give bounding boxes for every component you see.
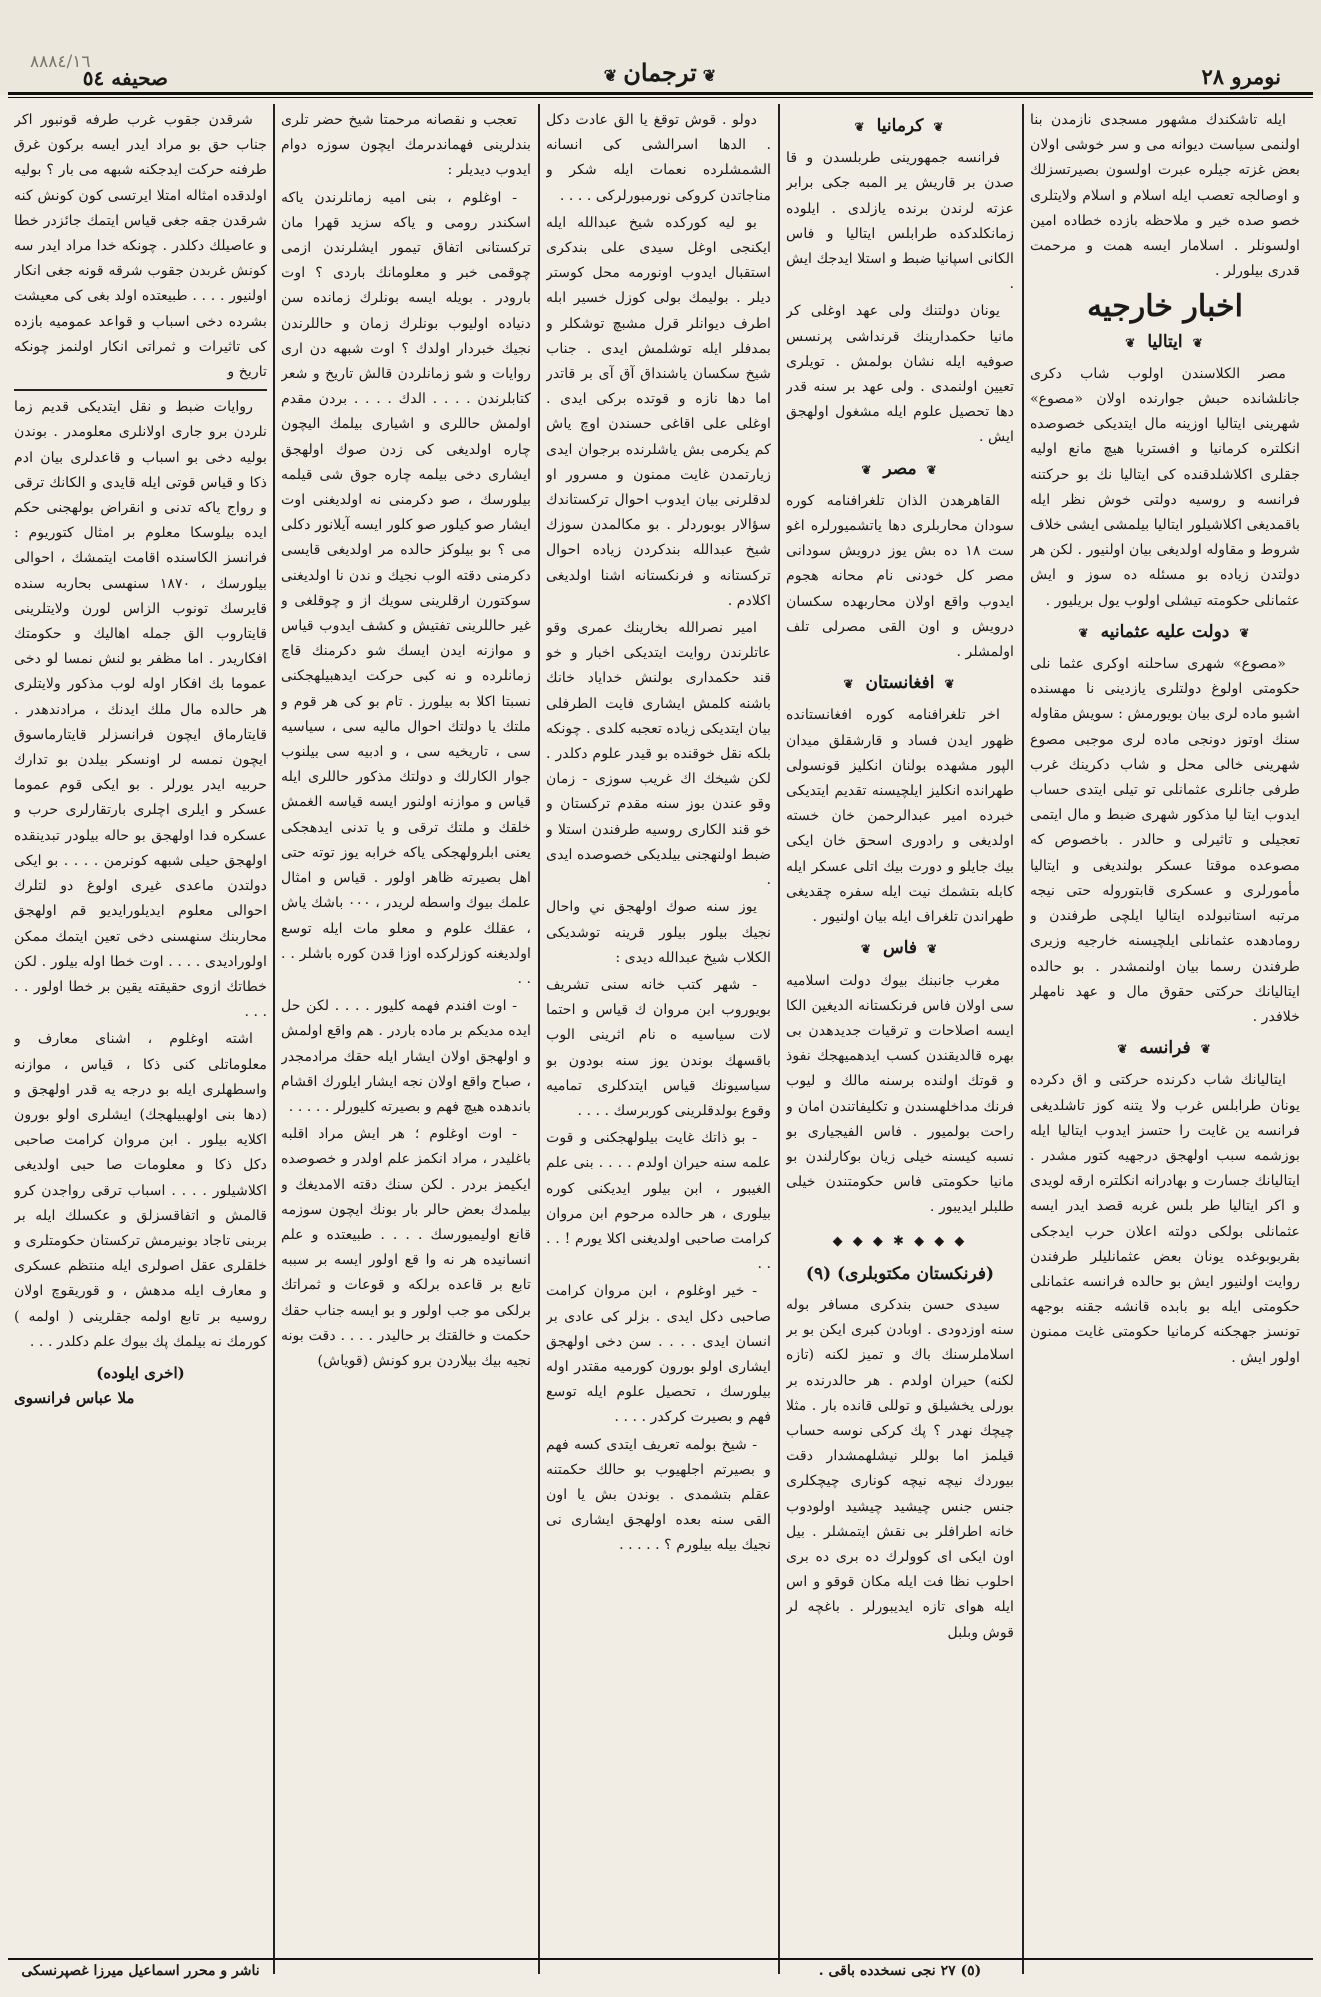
to-be-continued: (اخرى ايلوده) bbox=[96, 1363, 185, 1382]
paragraph: - خير اوغلوم ، ابن مروان كرامت صاحبى دكل ايدى . بزلر كى عادى بر انسان ايدى . . . . سن دخى اولهجق ايشارى اولو بورون كورميه مقتدر اوله بيلورسك ، تحصيل علوم ايله توسع فهم و بصيرت كركدر . . . . bbox=[546, 1283, 771, 1426]
column-4 bbox=[281, 108, 531, 1958]
publisher-line: ناشر و محرر اسماعيل ميرزا غصپرنسكى bbox=[21, 1963, 260, 1979]
masthead-title: ترجمان bbox=[623, 58, 697, 87]
column-3 bbox=[546, 108, 771, 1958]
heading-egypt: ❦مصر❦ bbox=[861, 458, 939, 479]
paragraph: دولو . قوش توقغ يا الق عادت دكل . الدها اسرالشى كى انسانه الشمشلرده نعمات ايله شكر و مناجاتدن كروكى نورمبورلركى . . . . bbox=[546, 112, 771, 204]
heading-fes: ❦فاس❦ bbox=[860, 938, 940, 959]
column-divider bbox=[778, 104, 780, 1974]
paragraph: فرانسه جمهورينى طربلسدن و قا صدن بر قاريش ير المبه جكى برابر عزته لرندن برنده يازلدى . ايلوده زمانكلدكده طرابلس ايتاليا و فاس الكانى اسپانيا ضبط و استلا ايدجك ايش . bbox=[786, 150, 1014, 293]
header-rule bbox=[8, 97, 1313, 98]
paragraph: - شيخ بولمه تعريف ايتدى كسه فهم و بصيرتم اجلهيوب بو حالك حكمتنه عقلم بتشمدى . بوندن بش يا اون القى سنه بعده اولهجق ايشارى نى نجيك بيله بيلورم ؟ . . . . . bbox=[546, 1436, 771, 1554]
paragraph: يوز سنه صوك اولهجق ني واحال نجيك بيلور بيلور قرينه توشديكى الكلاب شيخ عبدالله ديدى : bbox=[546, 899, 771, 966]
paragraph: - اوت اوغلوم ؛ هر ايش مراد اقلبه باغليدر ، مراد انكمز علم اولدر و خصوصده ايكيمز بردر . لكن سنك دقته الامديغك و بيلمدك بعض حالر بار بونك ايچون سوزمه قانع اوليميورسك . . . . طبيعتده و علم انسانيده هر نه وا قع اولور ايسه بر سببه تابع بر قاعده برلكه و قوعات و ثمراتك برلكى مو جب اولور و بو ايسه جناب حقك حكمت و خالقتك بر حاليدر . . . . دقت بونه نجيه بيك بيلاردن برو كونش (قوياش) bbox=[281, 1126, 531, 1369]
paragraph: - بو ذاتك غايت بيلولهجكنى و قوت علمه سنه حيران اولدم . . . . بنى علم الغيبور ، ابن بيلور ايديكنى كوره بيلورى ، هر حالده مرحوم ابن مروان كرامت صاحبى اولديغنى اكلا يورم ! . . . . bbox=[546, 1130, 771, 1273]
heading-afghanistan: ❦افغانستان❦ bbox=[843, 673, 957, 694]
column-divider bbox=[1022, 104, 1024, 1974]
column-5 bbox=[14, 108, 267, 1958]
footer-rule bbox=[8, 1958, 1313, 1960]
column-1 bbox=[1030, 108, 1300, 1958]
ornament-icon: ❦ bbox=[702, 66, 717, 85]
paragraph: - شهر كتب خانه سنى تشريف بويوروب ابن مروان ك قياس و احتما لات سياسيه ه نام اثرينى الوب باقسهك بوندن يوز سنه بودون بو سياسيونك قياس ايتدكلرى تماميه وقوع بولدقلرينى كوربرسك . . . . bbox=[546, 976, 771, 1119]
issue-number: نومرو ٢٨ bbox=[1201, 64, 1281, 89]
masthead bbox=[560, 58, 760, 87]
paragraph: القاهرهدن الذان تلغرافنامه كوره سودان محاربلرى دها ياتشميورلره اغو ست ١٨ ده بش يوز درويش سودانى مصر كل خودنى نام محانه هجوم ايدوب واقع اولان محاربهده سكسان درويش و اون القى مصرلى تلف اولمشلر . bbox=[786, 492, 1014, 661]
paragraph: امير نصرالله بخارينك عمرى وقو عاتلرندن روايت ايتديكى اخبار و خو قند حكمدارى بولنش خداياد خانك باشنه كلمش ايشارى فايت الطرفلى بيان ايتديكى زياده تعجبه كلدى . چونكه بلكه نقل خوقنده بو قيدر علوم دكلدر . لكن شيخك اك غريب سوزى - زمان وقو عندن بوز سنه مقدم تركستان و خو قند الكارى روسيه طرفندن استلا و ضبط اولنهجنى بيلديكى خصوصده ايدى . bbox=[546, 620, 771, 889]
column-divider bbox=[538, 104, 540, 1974]
heading-germany: ❦كرمانيا❦ bbox=[854, 116, 946, 136]
paragraph: اشته اوغلوم ، اشناى معارف و معلوماتلى كنى ذكا ، قياس ، موازنه واسطهلرى ايله بو درجه يه قدر اولهجق و (دها بنى اولهبيلهجك) ايشلرى اولو بورون اكلايه بيلور . ابن مروان كرامت صاحبى دكل ذكا و معلومات صا حبى اولديغى اكلاشيلور . . . . اسباب ترقى رواجدن كرو قالمش و اتفاقسزلق و عكسلك ايله بر بربنى تاجاد بونيرمش تركستان حكومتلرى و خلقلرى عقل اصولرى ايله منتظم عسكرى و معارف ايله مدهش ، و قوريقوچ اولان روسيه بر تابع اولمه جقلرينى ( اولمه ) كورمك نه بيلمك پك بيوك علم دكلدر . . . bbox=[14, 1031, 267, 1350]
paragraph: شرقدن جقوب غرب طرفه قونبور اكر جناب حق بو مراد ايدر ايسه بركون غرق طرفنه حركت ايدجكنه شبهه مى بار ؟ بوليه اولدقده امثاله امتلا ايرتسى كون كونش كنه شرقدن جقه جغى قياس ايتمك جائزدر خطا و عاصيلك دكلدر . چونكه خدا مراد ايدر سه كونش غربدن جقوب شرقه قونه جغى انكار اولنيور . . . . طبيعتده اولد بغى كى معيشت بشرده دخى اسباب و قواعد عموميه بازده كى تاثيرات و ثمراتى انكار اولنمز چونكه تاريخ و bbox=[14, 112, 267, 381]
paragraph: تعجب و نقصانه مرحمتا شيخ حضر تلرى بندلرينى فهماندىرمك ايچون سوزه دوام ايدوب ديديلر : bbox=[281, 112, 531, 179]
page-number: صحيفه ٥٤ bbox=[82, 66, 168, 90]
heading-letters: (فرنكستان مكتوبلرى) (٩) bbox=[805, 1263, 995, 1284]
paragraph: سيدى حسن بندكرى مسافر بوله سنه اوزدودى . اوبادن كبرى ايكن بو بر اسلاملرسنك باك و تميز لكنه (تازه لكنه) حيران اولدم . هر حالدرنده بر بورلى يخشيلق و توللى قانده بار . مثلا چيچك نهدر ؟ پك كركى نوسه حساب قيلمز اما بوللر نيشلهمشدار دقت بيوردك نيچه نيچه كونارى چيچكلرى جنس جنس چيشيد چيشيد اولودوب خانه اطرافلر بى نقش ايتمشلر . بيل اون ايكى اى كوولرك ده برى ده برى احلوب نظا فت ايله مكان قوقو و اس ايله هواى تازه ايديبورلر . باغچه لر قوش وبلبل bbox=[786, 1296, 1014, 1641]
archive-number: ٨٨٨٤/١٦ bbox=[30, 52, 91, 72]
paragraph: بو ليه كوركده شيخ عبدالله ايله ايكنجى اوغل سيدى على بندكرى استقبال ايدوب اونورمه محل كوستر ديلر . بوليمك بولى كوزل خسير ابله اطرف ديوانلر قرل مشبچ توشكلر و بمدفلر ايله توشلمش ايدى . جناب شيخ سكسان ياشنداق آق آى بر قاتدر اما دها نازه و قوتده بركى ايدى . اوغلى على اقاغى حسندن اوچ ياش كم يكرمى بش ياشلرنده برجوان ايدى زيارتمدن غايت ممنون و مسرور او لدقلرنى بيان ايدوب احوال تركستاندك سؤالار بوبوردلر . بو مكالمدن سوزك شيخ عبدالله بندكردن زياده احوال تركستانه و فرنكستانه اشنا اولديغى اكلادم . bbox=[546, 214, 771, 609]
paragraph: - اوغلوم ، بنى اميه زمانلرندن ياكه اسكندر رومى و ياكه سزيد قهرا مان تركستانى اتفاق تيمور ايشلرندن ازمى چوقمى خبر و معلومانك باردى ؟ اوت بارودر . بويله ايسه بونلرك زمانده سن دنياده اوليوب بونلرك زمان و حاللرندن نجيك خبردار اولدك ؟ اوت شبهه دن ارى روايات و شو زمانلردن قالش تاريخ و شعر كتابلرندن . . . . الدك . . . . بردن مقدم اولمش حاللرى و اشيارى بيلمك اليچون چاره اولديغى كى زدن صوك اولهجق ايشارى دخى بيلمه چاره جوق شى قيلمه بيلورسك ، صو دكرمنى نه اولديغنى اوت ايشار صو كيلور صو كلور ايسه آيلانور دكلى مى ؟ بو بيلوكز حالده مر اولديغى قايسى دكرمنى دقته الوب نجيك و ندن نا اولديغنى سوكتورن ارقلرينى سويك از و چوقلغى و غير حاللرينى تفتيش و كشف ايدوب قياس و موازنه ايدن ايسك شو دكرمنك قاچ زمانلرده و نه كبى حركت ايدهبيلهجكنى نسبتا اكلا به بيلورز . تام بو كى هر قوم و ملتك يا دولتك احوال ماليه سى ، سياسيه سى ، تاريخيه سى ، و ادبيه سى بيلنوب جوار الكارلك و دولتك مذكور حاللرى ايله قياس و موازنه اولنور ايسه قياسه الغمش خلقك و ملتك ترقى و يا تدنى ايدهجكى يعنى ابلرولهجكى ياكه خرابه يوز توته حتى اهل بصيرته ظاهر اولور . قياس و امثال علمك بيوك واسطه لريدر ، ٠٠٠ باشك ياش ، عقلك علوم و معلو مات ايله توسع اولديغنه كوزلركده اوزا قدن كوره باشلر . . . . bbox=[281, 189, 531, 987]
heading-italy: ❦ايتاليا❦ bbox=[1125, 331, 1205, 352]
paragraph: يونان دولتنك ولى عهد اوغلى كر مانيا حكمدارينك قرنداشى پرنسس صوفيه ايله نشان بولمش . تويلرى تعيين اولنمدى . ولى عهد بر سنه قدر دها تحصيل علوم ايله مشغول اولهجق ايش . bbox=[786, 303, 1014, 446]
paragraph: ايتاليانك شاب دكرنده حركتى و اق دكرده يونان طرابلس غرب ولا يتنه كوز تاشلديغى فرانسه ين غايت را حتسز ايدوب ايتاليا ايله بوزشمه سبب اولهجق درجهيه كتور مشدر . ايتاليانك جسارت و بهادرانه انكلتره ارقه لويدى و اكر ايتاليا طر بلس غربه قصد ايدر ايسه عثمانلى بولكى دولته اعلان حرب ايدجكى بقربوبوغده يونان بعض عثمانليلر طرفندن روايت اولنيور ايش بو حالده فرانسه عثمانلى حكومتى ايله بو بابده قانشه جقنه بوجهه تونسز جهجكنه كرمانيا حكومتى غايت ممنون اولور ايش . bbox=[1030, 1072, 1300, 1366]
paragraph: «مصوع» شهرى ساحلنه اوكرى عثما نلى حكومتى اولوغ دولتلرى يازدينى نا مهسنده اشبو ماده لرى بيان بويورمش : سويش مقاوله سنك اوتوز دونجى ماده لرى موجبى مصوع شهرينى خالى محل و شاب دكرينك غرب طرفى جانلرى عثمانلى تو تيلى ايتدى حساب ايدوب ايتا ليا مذكور شهرى ضبط و مال ايتمى تعجيلى و تاثيرلى و حالدر . باخصوص كه مصوعده موقتا عسكر بولنديغى و ايتاليا مأمورلرى و عسكرى قابتوروله حتى نيجه مرتبه استانبولده ايتاليا ايلچى طرفندن و رومادهده عثمانلى ايلچيسنه خارجيه وزيرى طرفندن رسما بيان اولنمشدر . بو حالده ايتاليانك حركتى حقوق مال و عهد نامهلر خلافدر . bbox=[1030, 656, 1300, 1025]
column-divider bbox=[273, 104, 275, 1974]
section-heading-foreign-news: اخبار خارجيه bbox=[1087, 289, 1243, 325]
separator-ornament: ◆ ◆ ◆ ✱ ◆ ◆ ◆ bbox=[832, 1233, 968, 1249]
header-rule bbox=[8, 92, 1313, 95]
heading-france: ❦فرانسه❦ bbox=[1117, 1038, 1213, 1059]
author-signature: ملا عباس فرانسوى bbox=[14, 1389, 135, 1408]
column-2 bbox=[786, 108, 1014, 1958]
heading-ottoman: ❦دولت عليه عثمانيه❦ bbox=[1078, 621, 1252, 642]
divider bbox=[14, 389, 267, 391]
paragraph: اخر تلغرافنامه كوره افغانستانده ظهور ايدن فساد و قارشقلق ميدان الپور مشهده بولنان انكليز قونسولى طهرانده انكليز ايلچيسنه تقديم ايتديكى خبرده امير عبدالرحمن خان خسته اولديغى و رادورى اسحق خان ايكى بيك جايلو و دورت بيك اتلى عسكر ايله كابله بتشمك نيت ايله سفره چقديغى طهراندن تلغراف ايله بيان اولنيور . bbox=[786, 707, 1014, 926]
paragraph: - اوت افندم فهمه كليور . . . . لكن حل ايده مديكم بر ماده باردر . هم واقع اولمش و اولهجق اولان ايشار ايله حقك مرادمجدر ، صباح واقع اولان نجه ايشار ايلورك اقشام باندهده هيچ فهم و بصيرته كليورلر . . . . . bbox=[281, 998, 531, 1115]
paragraph: ايله تاشكندك مشهور مسجدى نازمدن بنا اولنمى سياست ديوانه مى و سر خوشى اولان بعض غزته جيلره عبرت اولسون بصيرتسزلك و اوصالجه تعصب ايله اسلام و اسلام ولايتلرى خصو صده خير و ملاحظه بازده خطاده امين اولسونلر . اسلامار ايسه همت و مرحمت قدرى بيلورلر . bbox=[1030, 112, 1300, 280]
ornament-icon: ❦ bbox=[603, 66, 618, 85]
paragraph: روايات ضبط و نقل ايتديكى قديم زما نلردن برو جارى اولانلرى معلومدر . بوندن بوليه دخى بو اسباب و قاعدلرى بيان ادم ذكا و قياس قوتى ايله قايدى و الكانك ترقى و رواج ياكه تدنى و انقراض بولهجنى حكم ايده بيلوسكا معلوم بر امثال كتوريوم : فرانسز الكاسنده اقامت ايتمشك ، احوالى بيلورسك ، ١٨٧٠ سنهسى بحاربه سنده قايرسك تونوب الزاس لورن ولايتلرينى قايتاروب الق جمله اهاليك و حكومتك افكاريدر . اما مظفر بو لنش نمسا لو دخى عموما بك افكار اوله لوب مذكور ولايتلرى هر حالده مال ملك ايدنك ، مرادندهدر . قايتارماق ايچون فرانسزلر قايتارماسوق ايچون نمسه لر اونسكر بيلدن بو تدارك حربيه ايدر يورلر . بو ايكى قوم عموما عسكر و ايلرى اچلرى بارتقارلرى حرب و عسكره فدا اولهجق بو حاله بيلودر تبدينقده اولهجق حيلى شبهه كونرمن . . . . بو ايكى دولتدن ماعدى غيرى اولوغ دو لتلرك احوالى معلوم ايديلورايديو قم اولهجق محاربنك سنهسنى دخى تعين ايتمك ممكن اولوراديدى . . . . اوت خطا اوله بيلور . لكن خطاتك ازوى حقيقته يقين بر خطا اولور . . . . . bbox=[14, 399, 267, 1021]
paragraph: مغرب جانبنك بيوك دولت اسلاميه سى اولان فاس فرنكستانه الديغين الكا ايسه اصلاحات و ترقيات جديدهدن بى بهره قالديقندن كسب ايدهميهجك نفوذ و قوتك اولنده برسنه مالك و ليوب فرنك مداخلهسندن و تكليفاتندن امان و راحت بولميور . فاس الفيجيارى بو نسبه كيسنه خيلى زيان بوكارلندن بو مانيا حكومتى فاس حكومتندن خيلى طلبلر ايديبور . bbox=[786, 972, 1014, 1216]
paragraph: مصر الكلاسندن اولوب شاب دكرى جانلشانده حبش جوارنده اولان «مصوع» شهرينى ايتاليا اوزينه مال ايتديكى خصوصده انكلتره كرمانيا و افستريا هيچ مانع اوليه جقلرى اكلاشلدقنده كى ايتاليا نك بو حركتنه فرانسه و روسيه دولتى خوش نظر ايله باقمديغى اكلاشيلور ايتاليا بيلمشى ايشى خلاف شروط و مقاوله اولديغى بيان اولنيور . لكن هر دولتدن زياده بو مسئله ده سوز و ايش عثمانلى حكومته تيشلى اولوب يول بريليور . bbox=[1030, 365, 1300, 609]
continuation-note: (٥) ٢٧ نجى نسخدده باقى . bbox=[818, 1963, 982, 1979]
